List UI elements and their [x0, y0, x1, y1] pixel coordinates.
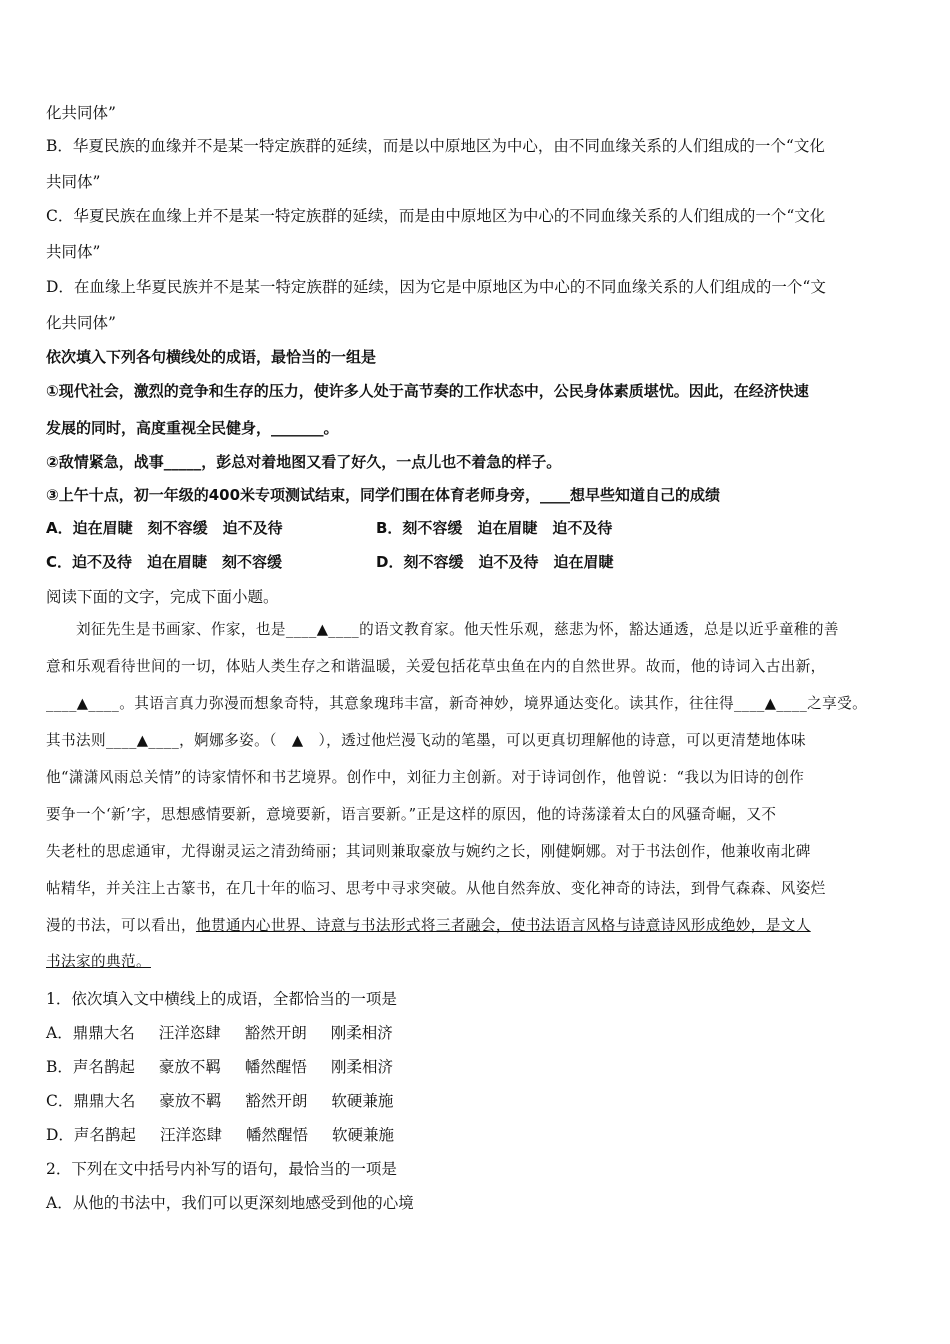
passage-line-2: 意和乐观看待世间的一切，体贴人类生存之和谐温暖，关爱包括花草虫鱼在内的自然世界。故而，他的诗词入古出新，: [46, 658, 826, 675]
q1-b-3: 幡然醒悟: [244, 1058, 307, 1076]
passage-line-3: ____▲____。其语言真力弥漫而想象奇特，其意象瑰玮丰富，新奇神妙，境界通达变化。读其作，往往得____▲____之享受。: [46, 695, 868, 712]
idiom-question-stem: 依次填入下列各句横线处的成语，最恰当的一组是: [46, 348, 377, 366]
passage-line-8: 帖精华，并关注上古篆书，在几十年的临习、思考中寻求突破。从他自然奔放、变化神奇的诗法，到骨气森森、风姿烂: [46, 880, 826, 897]
passage-underlined-sentence-end: 书法家的典范。: [46, 953, 151, 970]
q1-c-4: 软硬兼施: [331, 1092, 394, 1110]
option-b-line1: B．华夏民族的血缘并不是某一特定族群的延续，而是以中原地区为中心，由不同血缘关系的人们组成的一个“文化: [46, 137, 825, 155]
idiom-option-d[interactable]: D．刻不容缓 迫不及待 迫在眉睫: [376, 553, 614, 571]
idiom-sentence-1-line2: 发展的同时，高度重视全民健身，_______。: [46, 419, 339, 437]
q1-option-d[interactable]: [46, 1124, 910, 1146]
passage-line-4: 其书法则____▲____，婀娜多姿。（ ▲ ），透过他烂漫飞动的笔墨，可以更真切理解他的诗意，可以更清楚地体味: [46, 732, 806, 749]
q1-option-b[interactable]: [46, 1056, 910, 1078]
q1-c-2: 豪放不羁: [159, 1092, 222, 1110]
passage-line-5: 他“潇潇风雨总关情”的诗家情怀和书艺境界。创作中，刘征力主创新。对于诗词创作，他曾说：“我以为旧诗的创作: [46, 769, 805, 786]
idiom-sentence-2: ②敌情紧急，战事_____，彭总对着地图又看了好久，一点儿也不着急的样子。: [46, 453, 562, 471]
passage-line-6: 要争一个‘新’字，思想感情要新，意境要新，语言要新。”正是这样的原因，他的诗荡漾着太白的风骚奇崛，又不: [46, 806, 777, 823]
passage-line-9: [46, 915, 910, 937]
q1-c-3: 豁然开朗: [245, 1092, 308, 1110]
passage-line-9-plain: 漫的书法，可以看出，: [46, 917, 196, 934]
q1-d-4: 软硬兼施: [331, 1126, 394, 1144]
option-a-tail: 化共同体”: [46, 104, 116, 122]
q2-stem: 2．下列在文中括号内补写的语句，最恰当的一项是: [46, 1160, 397, 1178]
idiom-option-b[interactable]: B．刻不容缓 迫在眉睫 迫不及待: [376, 519, 613, 537]
idiom-options-row-1: [46, 517, 613, 539]
idiom-option-a[interactable]: A．迫在眉睫 刻不容缓 迫不及待: [46, 519, 283, 537]
q1-option-c[interactable]: [46, 1090, 910, 1112]
q1-a-4: 刚柔相济: [330, 1024, 393, 1042]
q1-a-1: A．鼎鼎大名: [46, 1024, 135, 1042]
option-d-line2: 化共同体”: [46, 314, 116, 332]
option-c-line1: C．华夏民族在血缘上并不是某一特定族群的延续，而是由中原地区为中心的不同血缘关系的人们组成的一个“文化: [46, 207, 826, 225]
q1-a-2: 汪洋恣肆: [158, 1024, 221, 1042]
q1-d-2: 汪洋恣肆: [159, 1126, 222, 1144]
q2-option-a[interactable]: A．从他的书法中，我们可以更深刻地感受到他的心境: [46, 1194, 414, 1212]
passage-line-7: 失老杜的思虑通审，尤得谢灵运之清劲绮丽；其词则兼取豪放与婉约之长，刚健婀娜。对于书法创作，他兼收南北碑: [46, 843, 811, 860]
q1-d-1: D．声名鹊起: [46, 1126, 136, 1144]
option-c-line2: 共同体”: [46, 243, 101, 261]
q1-stem: 1．依次填入文中横线上的成语，全都恰当的一项是: [46, 990, 397, 1008]
q1-d-3: 幡然醒悟: [245, 1126, 308, 1144]
passage-line-10: [46, 951, 910, 973]
option-b-line2: 共同体”: [46, 173, 101, 191]
q1-c-1: C．鼎鼎大名: [46, 1092, 136, 1110]
idiom-options-row-2: [46, 551, 614, 573]
idiom-option-c[interactable]: C．迫不及待 迫在眉睫 刻不容缓: [46, 553, 283, 571]
q1-b-2: 豪放不羁: [158, 1058, 221, 1076]
q1-option-a[interactable]: [46, 1022, 910, 1044]
passage-underlined-sentence: 他贯通内心世界、诗意与书法形式将三者融会，使书法语言风格与诗意诗风形成绝妙，是文人: [195, 917, 811, 934]
q1-a-3: 豁然开朗: [244, 1024, 307, 1042]
idiom-sentence-1-line1: ①现代社会，激烈的竞争和生存的压力，使许多人处于高节奏的工作状态中，公民身体素质堪忧。因此，在经济快速: [46, 382, 809, 400]
idiom-sentence-3: ③上午十点，初一年级的400米专项测试结束，同学们围在体育老师身旁，____想早些知道自己的成绩: [46, 486, 721, 504]
passage-line-1: 刘征先生是书画家、作家，也是____▲____的语文教育家。他天性乐观，慈悲为怀，豁达通透，总是以近乎童稚的善: [46, 621, 839, 638]
reading-intro: 阅读下面的文字，完成下面小题。: [46, 588, 279, 606]
option-d-line1: D．在血缘上华夏民族并不是某一特定族群的延续，因为它是中原地区为中心的不同血缘关系的人们组成的一个“文: [46, 278, 826, 296]
q1-b-4: 刚柔相济: [330, 1058, 393, 1076]
q1-b-1: B．声名鹊起: [46, 1058, 135, 1076]
